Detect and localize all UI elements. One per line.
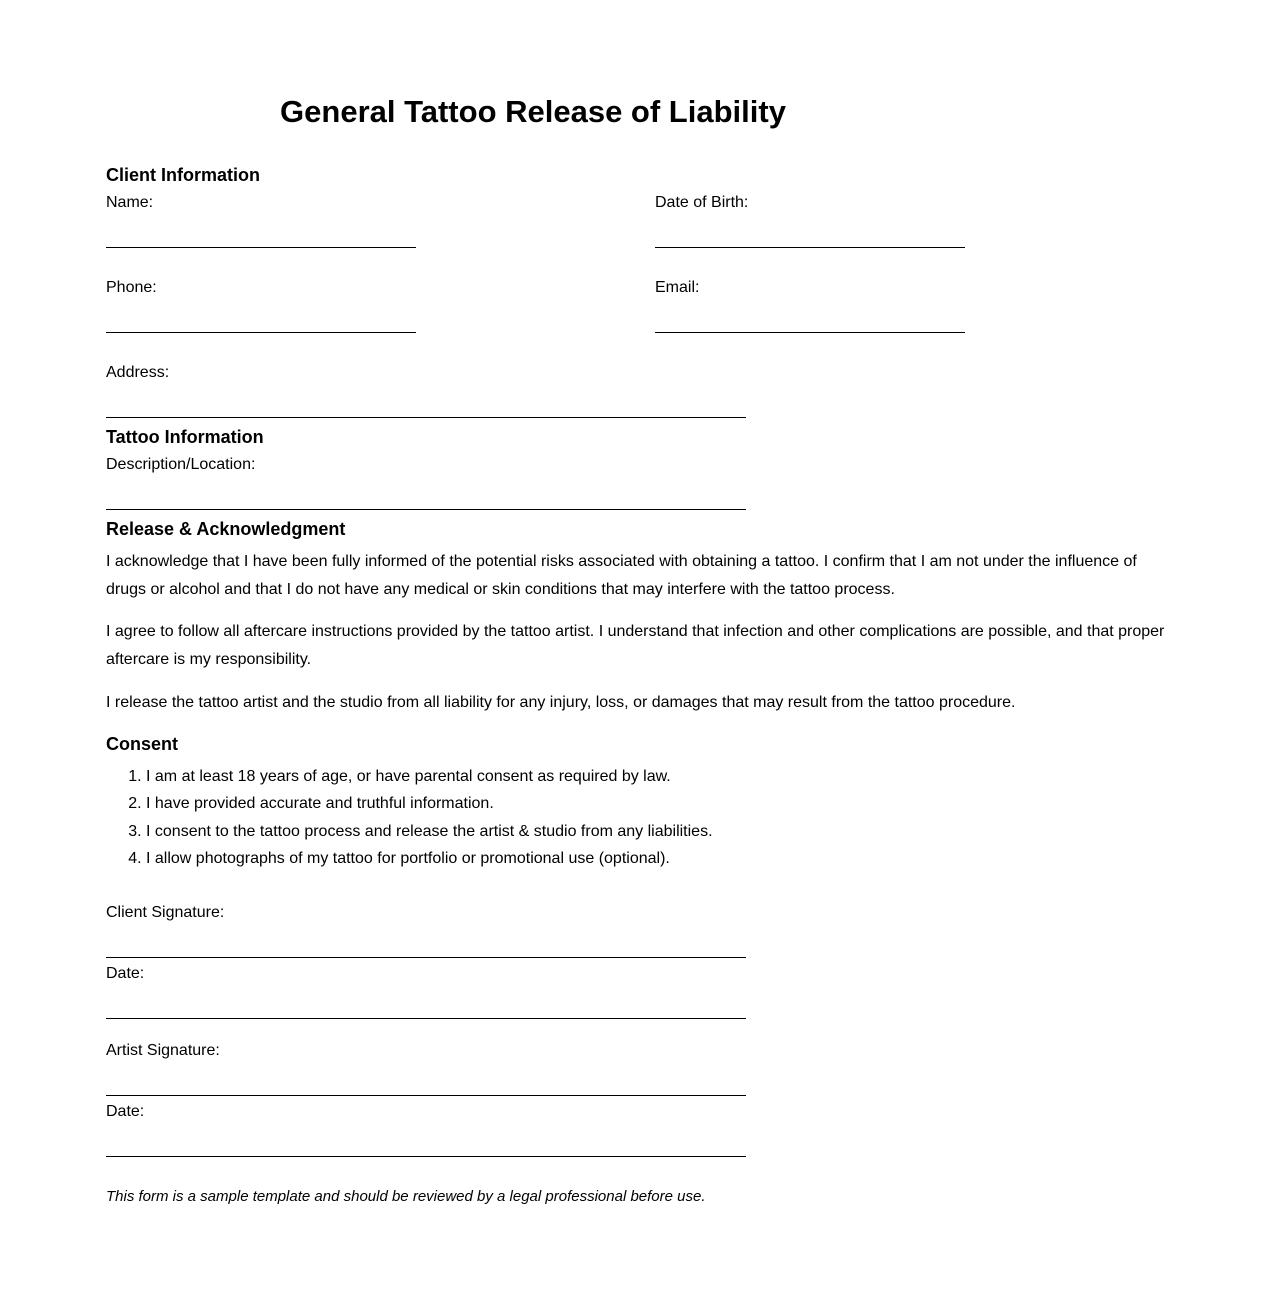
client-signature-line[interactable] — [106, 957, 746, 958]
release-heading: Release & Acknowledgment — [106, 519, 346, 539]
client-signature-field[interactable] — [106, 903, 746, 958]
artist-signature-label: Artist Signature: — [106, 1042, 220, 1059]
name-label: Name: — [106, 194, 154, 211]
consent-item: 3. I consent to the tattoo process and release the artist & studio from any liabilities. — [146, 818, 1176, 845]
client-date-field[interactable] — [106, 964, 746, 1019]
artist-date-line[interactable] — [106, 1156, 746, 1157]
dob-line[interactable] — [655, 247, 965, 248]
client-date-label: Date: — [106, 965, 145, 982]
email-field[interactable] — [655, 278, 965, 333]
consent-heading: Consent — [106, 734, 178, 754]
client-date-line[interactable] — [106, 1018, 746, 1019]
email-label: Email: — [655, 279, 700, 296]
consent-item: 1. I am at least 18 years of age, or have parental consent as required by law. — [146, 763, 1176, 790]
document-title: General Tattoo Release of Liability — [280, 94, 786, 129]
address-line[interactable] — [106, 417, 746, 418]
description-label: Description/Location: — [106, 456, 256, 473]
phone-label: Phone: — [106, 279, 157, 296]
phone-field[interactable] — [106, 278, 416, 333]
name-field[interactable] — [106, 193, 416, 248]
footer-note: This form is a sample template and should be reviewed by a legal professional before use. — [106, 1188, 706, 1205]
phone-line[interactable] — [106, 332, 416, 333]
release-paragraph-3: I release the tattoo artist and the studio from all liability for any injury, loss, or damages that may result from the tattoo procedure. — [106, 694, 1016, 711]
address-field[interactable] — [106, 363, 746, 418]
email-line[interactable] — [655, 332, 965, 333]
artist-signature-field[interactable] — [106, 1041, 746, 1096]
name-line[interactable] — [106, 247, 416, 248]
consent-list — [106, 763, 1176, 872]
release-paragraph-1: I acknowledge that I have been fully informed of the potential risks associated with obtaining a tattoo. I confirm that I am not under the influence of drugs or alcohol and that I do not have any medical or skin conditions that may interfere with the tattoo process. — [106, 553, 1137, 598]
artist-date-field[interactable] — [106, 1102, 746, 1157]
dob-label: Date of Birth: — [655, 194, 749, 211]
release-paragraph-2: I agree to follow all aftercare instructions provided by the tattoo artist. I understand that infection and other complications are possible, and that proper aftercare is my responsibility. — [106, 623, 1165, 668]
consent-item: 2. I have provided accurate and truthful information. — [146, 790, 1176, 817]
artist-signature-line[interactable] — [106, 1095, 746, 1096]
client-signature-label: Client Signature: — [106, 904, 225, 921]
dob-field[interactable] — [655, 193, 965, 248]
consent-item: 4. I allow photographs of my tattoo for portfolio or promotional use (optional). — [146, 845, 1176, 872]
artist-date-label: Date: — [106, 1103, 145, 1120]
description-field[interactable] — [106, 455, 746, 510]
description-line[interactable] — [106, 509, 746, 510]
address-label: Address: — [106, 364, 170, 381]
tattoo-info-heading: Tattoo Information — [106, 427, 264, 447]
client-info-heading: Client Information — [106, 165, 260, 185]
